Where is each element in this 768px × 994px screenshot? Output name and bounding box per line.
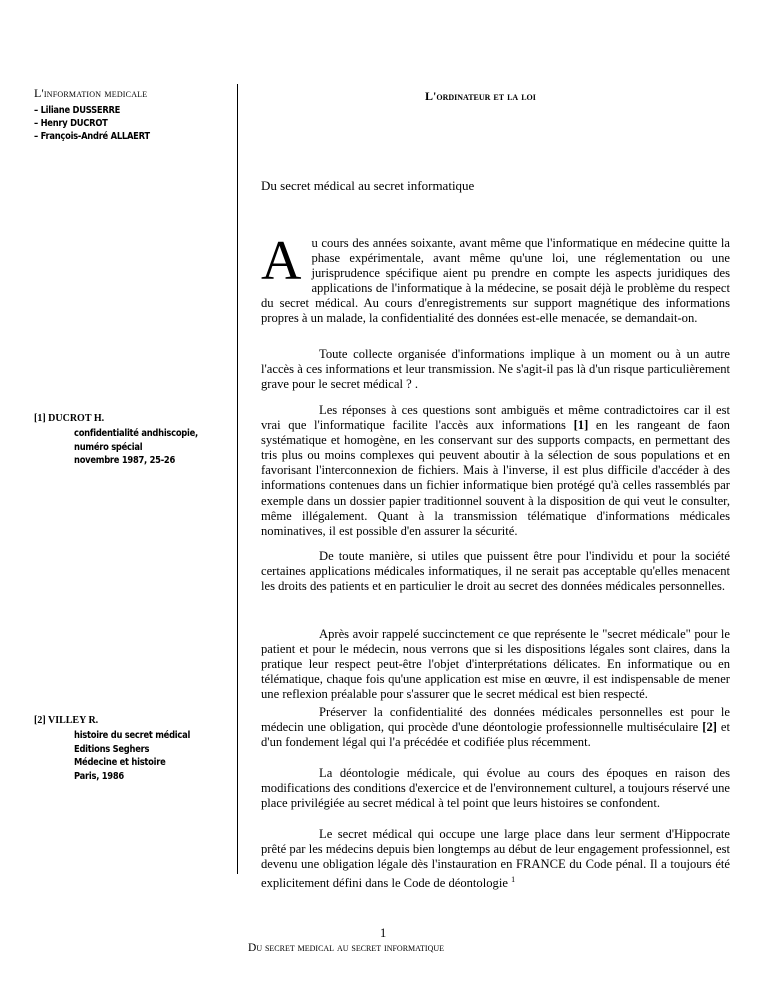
reference-2-head: [2] VILLEY R. <box>34 715 99 726</box>
reference-1-head: [1] DUCROT H. <box>34 413 105 424</box>
citation-1: [1] <box>573 418 589 433</box>
reference-1-line: novembre 1987, 25-26 <box>74 455 176 466</box>
paragraph-6 <box>261 705 730 750</box>
paragraph-1-text: u cours des années soixante, avant même que l'informatique en médecine quitte la phase expérimentale, avant même qu'une loi, une réglementation ou une jurisprudence spécifique aient pu prendre en compte les aspects juridiques des applications de l'informatique à la médecine, se posait déjà le problème du respect du secret médical. Au cours d'enregistrements sur support magnétique des informations propres à un malade, la confidentialité des données est-elle menacée, se demandait-on. <box>261 236 730 326</box>
paragraph-2: Toute collecte organisée d'informations implique à un moment ou à un autre l'accès à ces informations et leur transmission. Ne s'agit-il pas là d'un risque particulièrement grave pour le secret médical ? . <box>261 347 730 392</box>
journal-title-rest: information medicale <box>43 86 148 100</box>
paragraph-3-text-a: Les réponses à ces questions sont ambiguës et même contradictoires car il est vrai que l'informatique facilite l'accès aux informations <box>261 403 730 433</box>
paragraph-6-text-b: et d'un fondement légal qui l'a précédée et codifiée plus récemment. <box>261 720 730 750</box>
paragraph-3 <box>261 403 730 539</box>
reference-2 <box>34 715 224 783</box>
drop-cap: A <box>261 230 302 292</box>
section-title <box>425 89 536 104</box>
reference-1 <box>34 413 224 468</box>
paragraph-1 <box>261 230 730 327</box>
author-1: – Liliane DUSSERRE <box>34 105 121 116</box>
reference-2-line: histoire du secret médical <box>74 730 191 741</box>
reference-1-line: confidentialité andhiscopie, <box>74 428 198 439</box>
paragraph-8-text: Le secret médical qui occupe une large place dans leur serment d'Hippocrate prêté par les médecins depuis bien longtemps au début de leur engagement professionnel, est devenu une obligation légale dès l'instauration en FRANCE du Code pénal. Il a toujours été explicitement défini dans le Code de déontologie <box>261 827 730 891</box>
paragraph-8 <box>261 827 730 892</box>
author-3: – François-André ALLAERT <box>34 131 150 142</box>
vertical-divider <box>237 84 238 874</box>
author-2: – Henry DUCROT <box>34 118 108 129</box>
journal-title <box>34 86 234 101</box>
reference-2-line: Editions Seghers <box>74 743 150 755</box>
paragraph-6-text-a: Préserver la confidentialité des données médicales personnelles est pour le médecin une obligation, qui procède d'une déontologie professionnelle multiséculaire <box>261 705 730 735</box>
paragraph-4: De toute manière, si utiles que puissent être pour l'individu et pour la société certaines applications médicales informatiques, il ne serait pas acceptable qu'elles menacent les droits des patients et en particulier le droit au secret des données médicales personnelles. <box>261 549 730 594</box>
citation-2: [2] <box>702 720 717 735</box>
article-subtitle: Du secret médical au secret informatique <box>261 178 475 193</box>
journal-title-cap: L' <box>34 86 44 100</box>
reference-1-line: numéro spécial <box>74 441 143 453</box>
reference-2-line: Médecine et histoire <box>74 757 166 768</box>
reference-2-line: Paris, 1986 <box>74 770 124 782</box>
paragraph-5: Après avoir rappelé succinctement ce que représente le "secret médicale" pour le patient et pour le médecin, nous verrons que si les dispositions légales sont claires, dans la pratique leur respect peut-être l'objet d'interprétations délicates. En informatique ou en télématique, chaque fois qu'une application est mise en œuvre, il est indispensable de mener une reflexion préalable pour s'assurer que le secret médical est bien respecté. <box>261 627 730 702</box>
footnote-mark: 1 <box>511 875 516 885</box>
paragraph-3-text-b: en les rangeant de faon systématique et homogène, en les conservant sur des supports compacts, en permettant des tris plus ou moins complexes qui peuvent aboutir à la sélection de sous populations et en favorisant l'interconnexion de fichiers. Mais à l'inverse, il est plus difficile d'accéder à des informations contenues dans un fichier informatique bien protégé qu'à celles rassemblés par exemple dans un dossier papier traditionnel souvent à la disposition de qui veut le consulter, même illégalement. Quant à la transmission télématique d'informations médicales nominatives, il est possible d'en assurer la sécurité. <box>261 418 730 538</box>
left-header <box>34 86 234 143</box>
paragraph-7: La déontologie médicale, qui évolue au cours des époques en raison des modifications des conditions d'exercice et de l'environnement culturel, a toujours réservé une place privilégiée au secret médical à tel point que leurs histoires se confondent. <box>261 766 730 811</box>
footer-title-cap: D <box>248 942 257 954</box>
section-title-rest: ordinateur et la loi <box>436 89 536 103</box>
footer-title <box>248 942 444 954</box>
footer-title-rest: u secret medical au secret informatique <box>256 942 445 954</box>
section-title-cap: L' <box>425 89 437 103</box>
page-number: 1 <box>380 926 387 940</box>
